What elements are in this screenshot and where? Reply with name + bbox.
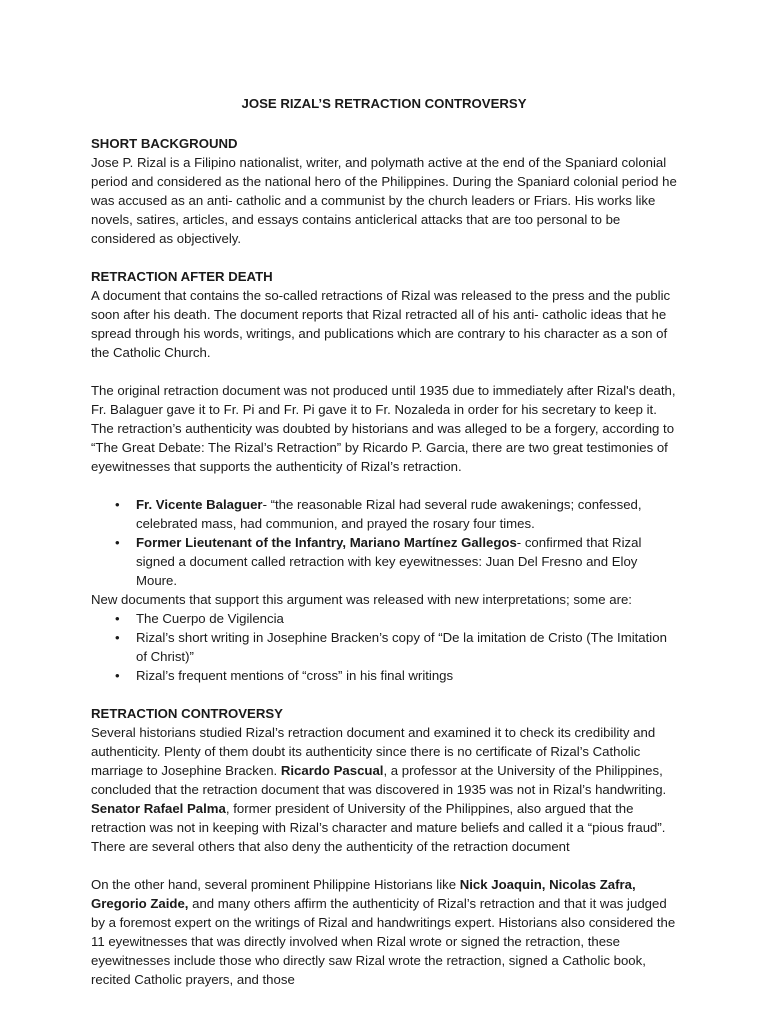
bullet-icon: • <box>115 611 120 626</box>
bullet-icon: • <box>115 630 120 645</box>
controversy-text: On the other hand, several prominent Philippine Historians like <box>91 877 460 892</box>
historian-names: Nick Joaquin, Nicolas Zafra, Gregorio Zaide, <box>91 877 636 911</box>
historian-name: Ricardo Pascual <box>280 763 384 778</box>
paragraph-controversy-2 <box>91 875 681 989</box>
testimony-text: - confirmed that Rizal signed a document called retraction with key eyewitnesses: Juan Del Fresno and Eloy Moure. <box>136 535 642 588</box>
heading-retraction-controversy: RETRACTION CONTROVERSY <box>91 706 283 721</box>
paragraph-after-death-1: A document that contains the so-called retractions of Rizal was released to the press and the public soon after his death. The document reports that Rizal retracted all of his anti- catholic ideas that he spread through his words, writings, and publications which are contrary to his character as a son of the Catholic Church. <box>91 288 671 360</box>
testimony-text: - “the reasonable Rizal had several rude awakenings; confessed, celebrated mass, had communion, and prayed the rosary four times. <box>136 497 642 531</box>
new-documents-intro: New documents that support this argument was released with new interpretations; some are: <box>91 592 632 607</box>
new-document-text: Rizal’s short writing in Josephine Bracken’s copy of “De la imitation de Cristo (The Imitation of Christ)” <box>136 630 667 664</box>
controversy-text: and many others affirm the authenticity of Rizal’s retraction and that it was judged by a foremost expert on the writings of Rizal and handwritings expert. Historians also considered the 11 eyewitnesses that was directly involved when Rizal wrote or signed the retraction, these eyewitnesses include those who directly saw Rizal wrote the retraction, signed a Catholic book, recited Catholic prayers, and those <box>91 896 676 987</box>
bullet-icon: • <box>115 497 120 512</box>
list-item <box>91 533 681 590</box>
paragraph-controversy-1 <box>91 723 681 856</box>
list-item <box>91 666 681 685</box>
new-documents-list <box>91 609 681 685</box>
document-body <box>91 134 681 989</box>
historian-name: Senator Rafael Palma <box>91 801 226 816</box>
testimony-name: Former Lieutenant of the Infantry, Mariano Martínez Gallegos <box>136 535 517 550</box>
list-item <box>91 609 681 628</box>
new-document-text: The Cuerpo de Vigilencia <box>136 611 284 626</box>
testimony-name: Fr. Vicente Balaguer <box>136 497 263 512</box>
controversy-text: , former president of University of the Philippines, also argued that the retraction was not in keeping with Rizal’s character and mature beliefs and called it a “pious fraud”. There are several others that also deny the authenticity of the retraction document <box>91 801 666 854</box>
paragraph-background: Jose P. Rizal is a Filipino nationalist, writer, and polymath active at the end of the Spaniard colonial period and considered as the national hero of the Philippines. During the Spaniard colonial period he was accused as an anti- catholic and a communist by the church leaders or Friars. His works like novels, satires, articles, and essays contains anticlerical attacks that are too personal to be considered as objectively. <box>91 155 677 246</box>
new-document-text: Rizal’s frequent mentions of “cross” in his final writings <box>136 668 454 683</box>
list-item <box>91 628 681 666</box>
bullet-icon: • <box>115 535 120 550</box>
controversy-text: , a professor at the University of the Philippines, concluded that the retraction document that was discovered in 1935 was not in Rizal’s handwriting. <box>91 763 667 797</box>
testimonies-list <box>91 495 681 590</box>
paragraph-after-death-2: The original retraction document was not produced until 1935 due to immediately after Rizal's death, Fr. Balaguer gave it to Fr. Pi and Fr. Pi gave it to Fr. Nozaleda in order for his secretary to keep it. The retraction’s authenticity was doubted by historians and was alleged to be a forgery, according to “The Great Debate: The Rizal’s Retraction” by Ricardo P. Garcia, there are two great testimonies of eyewitnesses that supports the authenticity of Rizal’s retraction. <box>91 383 676 474</box>
heading-retraction-after-death: RETRACTION AFTER DEATH <box>91 269 273 284</box>
list-item <box>91 495 681 533</box>
bullet-icon: • <box>115 668 120 683</box>
controversy-text: Several historians studied Rizal’s retraction document and examined it to check its credibility and authenticity. Plenty of them doubt its authenticity since there is no certificate of Rizal’s Catholic marriage to Josephine Bracken. <box>91 725 656 778</box>
document-title: JOSE RIZAL’S RETRACTION CONTROVERSY <box>241 96 527 111</box>
heading-short-background: SHORT BACKGROUND <box>91 136 238 151</box>
